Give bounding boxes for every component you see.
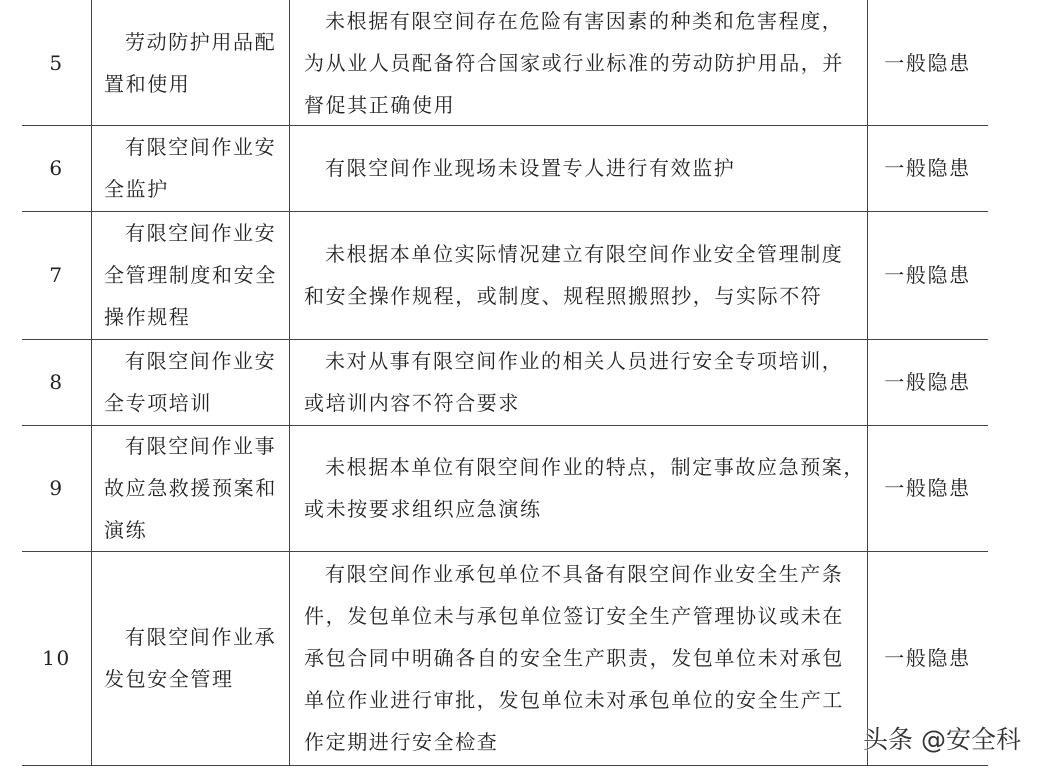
item-name-line: 故应急救援预案和 [104,476,277,500]
hazard-description [304,211,864,339]
hazard-description-line: 有限空间作业承包单位不具备有限空间作业安全生产条 [325,562,844,586]
hazard-description-line: 件，发包单位未与承包单位签订安全生产管理协议或未在 [304,604,844,628]
row-number [22,211,91,339]
hazard-description-line: 未对从事有限空间作业的相关人员进行安全专项培训， [325,349,844,373]
item-name-line: 有限空间作业安 [125,221,277,245]
hazard-level-text: 一般隐患 [884,263,971,287]
table-row [0,425,1051,551]
hazard-level [867,211,988,339]
hazard-description [304,425,864,551]
row-number-text: 10 [42,646,71,670]
table-row [0,211,1051,339]
item-name [104,0,284,125]
hazard-description-line: 未根据本单位有限空间作业的特点，制定事故应急预案， [325,455,865,479]
hazard-level-text: 一般隐患 [884,476,971,500]
hazard-level-text: 一般隐患 [884,50,971,75]
hazard-description-line: 为从业人员配备符合国家或行业标准的劳动防护用品，并 [304,50,844,75]
table-row [0,339,1051,425]
table-row [0,0,1051,125]
item-name-line: 劳动防护用品配 [125,29,277,54]
item-name [104,425,284,551]
item-name-line: 全监护 [104,177,169,201]
hazard-level [867,125,988,211]
item-name-line: 全管理制度和安全 [104,263,277,287]
hazard-level [867,425,988,551]
item-name [104,339,284,425]
table-row [0,125,1051,211]
hazard-level-text: 一般隐患 [884,370,971,394]
hazard-level [867,339,988,425]
hazard-description-line: 承包合同中明确各自的安全生产职责，发包单位未对承包 [304,646,844,670]
hazard-description [304,551,864,765]
item-name [104,551,284,765]
hazard-description-line: 和安全操作规程，或制度、规程照搬照抄，与实际不符 [304,284,823,308]
hazard-description-line: 作定期进行安全检查 [304,730,499,754]
item-name-line: 有限空间作业安 [125,349,277,373]
hazard-level-text: 一般隐患 [884,646,971,670]
hazard-description [304,339,864,425]
hazard-description-line: 未根据有限空间存在危险有害因素的种类和危害程度， [325,8,844,33]
row-number-text: 6 [49,156,64,180]
hazard-description [304,0,864,125]
hazard-description-line: 有限空间作业现场未设置专人进行有效监护 [325,156,736,180]
watermark: 头条 @安全科 [863,725,1021,754]
item-name [104,211,284,339]
hazard-description-line: 或培训内容不符合要求 [304,391,520,415]
row-number [22,425,91,551]
hazard-description [304,125,864,211]
hazard-description-line: 或未按要求组织应急演练 [304,497,542,521]
row-number-text: 8 [49,370,64,394]
item-name-line: 有限空间作业承 [125,625,277,649]
hazard-description-line: 单位作业进行审批，发包单位未对承包单位的安全生产工 [304,688,844,712]
row-number [22,551,91,765]
hazard-level [867,0,988,125]
row-number [22,0,91,125]
item-name [104,125,284,211]
item-name-line: 有限空间作业安 [125,135,277,159]
row-number-text: 5 [49,50,64,75]
hazard-level-text: 一般隐患 [884,156,971,180]
item-name-line: 全专项培训 [104,391,212,415]
row-number-text: 7 [49,263,64,287]
item-name-line: 有限空间作业事 [125,434,277,458]
hazard-description-line: 未根据本单位实际情况建立有限空间作业安全管理制度 [325,242,844,266]
hazard-description-line: 督促其正确使用 [304,92,456,117]
row-number-text: 9 [49,476,64,500]
item-name-line: 操作规程 [104,305,191,329]
item-name-line: 发包安全管理 [104,667,234,691]
item-name-line: 演练 [104,518,148,542]
row-divider [22,765,988,766]
item-name-line: 置和使用 [104,71,191,96]
row-number [22,125,91,211]
row-number [22,339,91,425]
